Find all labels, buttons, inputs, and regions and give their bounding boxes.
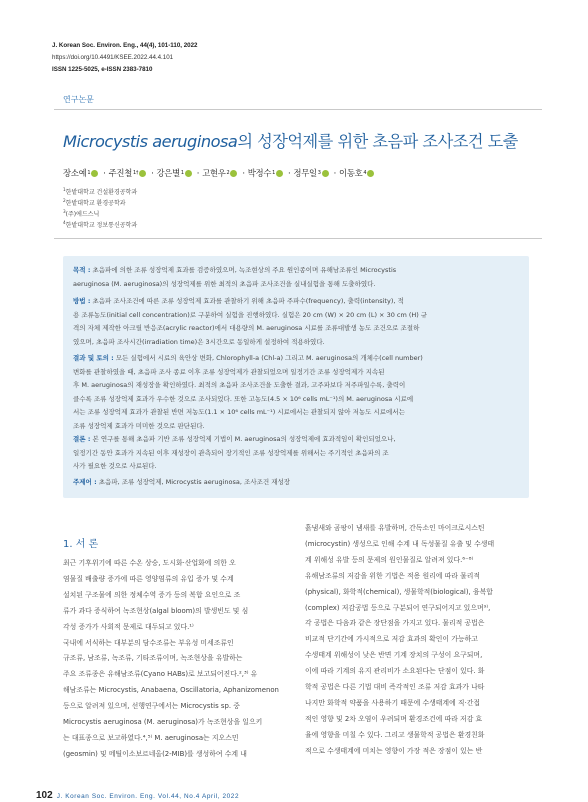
body-line: 흙냄새와 곰팡이 냄새를 유발하며, 간독소인 마이크로시스틴 xyxy=(305,524,485,532)
orcid-icon[interactable] xyxy=(230,170,237,177)
author-name: 고현우 xyxy=(202,168,226,178)
author-list xyxy=(63,167,376,179)
body-line: 율에 영향을 미칠 수 있다. 그리고 생물학적 공법은 환경친화 xyxy=(305,730,485,739)
author-separator: · xyxy=(196,168,200,178)
abstract-box xyxy=(63,256,529,498)
body-line: 수생태계 위해성이 낮은 반면 기계 장치의 구성이 요구되며, xyxy=(305,651,483,660)
orcid-icon[interactable] xyxy=(139,170,146,177)
body-line: 최근 기후위기에 따른 수온 상승, 도시화·산업화에 의한 오 xyxy=(63,559,236,567)
orcid-icon[interactable] xyxy=(276,170,283,177)
body-line: 나지만 화학적 약품을 사용하기 때문에 수생태계에 직·간접 xyxy=(305,698,481,707)
body-right-column xyxy=(305,521,530,760)
body-line: 는 대표종으로 보고하였다.⁴,⁵⁾ M. aeruginosa는 지오스민 xyxy=(63,733,239,742)
orcid-icon[interactable] xyxy=(91,170,98,177)
abstract-keywords: 주제어 : 초음파, 조류 성장억제, Microcystis aeruginosa, 조사조건 재성장 xyxy=(73,478,291,486)
divider xyxy=(54,238,542,239)
author-separator: · xyxy=(333,168,337,178)
body-line: (complex) 저감공법 등으로 구분되어 연구되어지고 있으며⁹⁾, xyxy=(305,603,491,612)
body-line: 유해남조류의 저감을 위한 기법은 적용 원리에 따라 물리적 xyxy=(305,571,481,580)
page-footer xyxy=(36,790,239,801)
author-affiliation-marker: 3 xyxy=(317,170,321,176)
author-affiliation-marker: 1 xyxy=(180,170,184,176)
body-line: 이에 따라 기계의 유지 관리비가 소요된다는 단점이 있다. 화 xyxy=(305,667,485,676)
body-left-column xyxy=(63,556,288,763)
abstract-method: 방법 : 초음파 조사조건에 따른 조류 성장억제 효과를 관찰하기 위해 초음파 주파수(frequency), 출력(intensity), 적 용 조류농도(initial cell concentration)로 구분하여 실험을 진행하였다. 실험은 20 cm (W) × 20 cm (L) × 30 cm (H) 규 격의 자체 제작한 아크릴 반응조(acrylic reactor)에서 대용량의 M. aeruginosa 시료를 조류대발생 농도 조건으로 조절하 였으며, 초음파 조사시간(irradiation time)은 3시간으로 동일하게 설정하여 적용하였다. xyxy=(73,297,428,346)
affiliation-1: $^1$한밭대학교 건설환경공학과 xyxy=(63,187,138,196)
body-line: 주요 조류종은 유해남조류(Cyano HABs)로 보고되어진다.²,³⁾ 유 xyxy=(63,670,258,679)
title-rest: 의 성장억제를 위한 초음파 조사조건 도출 xyxy=(237,132,518,151)
body-line: (microcystin) 생성으로 인해 수계 내 독성물질 유출 및 수생태 xyxy=(305,539,495,548)
abstract-objective: 목적 : 초음파에 의한 조류 성장억제 효과를 검증하였으며, 녹조현상의 주요 원인종이며 유해남조류인 Microcystis aeruginosa (M. aeruginosa)의 성장억제를 위한 최적의 초음파 조사조건을 실내실험을 통해 도출하였다. xyxy=(73,266,397,288)
body-line: 설치된 구조물에 의한 정체수역 증가 등의 복합 요인으로 조 xyxy=(63,590,241,599)
journal-citation: J. Korean Soc. Environ. Eng., 44(4), 101-110, 2022 xyxy=(52,42,198,49)
divider xyxy=(54,109,542,110)
author-affiliation-marker: 1 xyxy=(272,170,276,176)
author-separator: · xyxy=(288,168,291,178)
author-affiliation-marker: 1 xyxy=(87,170,91,176)
body-line: 적으로 수생태계에 미치는 영향이 가장 적은 장점이 있는 반 xyxy=(305,746,483,755)
title-species: Microcystis aeruginosa xyxy=(63,132,238,151)
issn: ISSN 1225-5025, e-ISSN 2383-7810 xyxy=(52,66,153,73)
affiliation-3: $^3$(주)에드스닉 xyxy=(63,209,100,218)
affiliation-4: $^4$한밭대학교 정보통신공학과 xyxy=(63,220,138,229)
orcid-icon[interactable] xyxy=(322,170,329,177)
author-name: 장소예 xyxy=(63,168,87,178)
body-line: 계 위해성 유발 등의 문제의 원인물질로 알려져 있다.⁶⁻⁸⁾ xyxy=(305,555,474,564)
page-number: 102 xyxy=(36,790,53,801)
body-line: 해남조류는 Microcystis, Anabaena, Oscillatoria, Aphanizomenon xyxy=(63,686,279,695)
author-name: 정무일 xyxy=(293,168,317,178)
body-line: 비교적 단기간에 가시적으로 저감 효과의 확인이 가능하고 xyxy=(305,635,478,644)
article-title xyxy=(63,128,518,152)
body-line: 국내에 서식하는 대부분의 담수조류는 부유성 미세조류인 xyxy=(63,638,234,647)
author-name: 박정수 xyxy=(247,168,272,178)
author-name: 강은별 xyxy=(156,168,180,178)
body-line: 각 공법은 다음과 같은 장단점을 가지고 있다. 물리적 공법은 xyxy=(305,619,485,628)
footer-journal: J. Korean Soc. Environ. Eng. Vol.44, No.4 April, 2022 xyxy=(56,793,240,800)
author-affiliation-marker: 2 xyxy=(226,170,230,176)
orcid-icon[interactable] xyxy=(185,170,192,177)
orcid-icon[interactable] xyxy=(367,170,374,177)
body-line: 류가 과다 증식하여 녹조현상(algal bloom)의 발생빈도 및 심 xyxy=(63,606,249,615)
section-heading: 1. 서 론 xyxy=(63,539,99,550)
abstract-conclusion: 결론 : 본 연구를 통해 초음파 기반 조류 성장억제 기법이 M. aeruginosa의 성장억제에 효과적임이 확인되었으나, 일정기간 동안 효과가 지속된 이후 재성장이 관측되어 장기적인 조류 성장억제를 위해서는 주기적인 초음파의 조 사가 필요한 것으로 사료된다. xyxy=(73,435,396,471)
author-affiliation-marker: 4 xyxy=(363,170,367,176)
author-name: 주진철 xyxy=(108,168,133,178)
author-separator: · xyxy=(151,168,154,178)
body-line: 각성 증가가 사회적 문제로 대두되고 있다.¹⁾ xyxy=(63,622,194,631)
body-line: (physical), 화학적(chemical), 생물학적(biological), 융복합 xyxy=(305,587,493,596)
body-line: 학적 공법은 다른 기법 대비 즉각적인 조류 저감 효과가 나타 xyxy=(305,683,485,692)
author-name: 이동호 xyxy=(339,168,363,178)
body-line: 등으로 알려져 있으며, 선행연구에서는 Microcystis sp. 중 xyxy=(63,702,240,711)
affiliation-2: $^2$한밭대학교 환경공학과 xyxy=(63,198,126,207)
article-type-label: 연구논문 xyxy=(63,95,94,104)
body-line: (geosmin) 및 메틸이소보르네올(2-MIB)를 생성하여 수계 내 xyxy=(63,749,247,758)
author-affiliation-marker: 1† xyxy=(133,170,139,176)
doi-link[interactable]: https://doi.org/10.4491/KSEE.2022.44.4.101 xyxy=(52,54,174,61)
body-line: 규조류, 남조류, 녹조류, 기타조류이며, 녹조현상을 유발하는 xyxy=(63,654,243,663)
body-line: Microcystis aeruginosa (M. aeruginosa)가 녹조현상을 일으키 xyxy=(63,718,263,727)
author-separator: · xyxy=(103,168,106,178)
body-line: 염물질 배출량 증가에 따른 영양염류의 유입 증가 및 수계 xyxy=(63,574,234,583)
abstract-results: 결과 및 토의 : 모든 실험에서 시료의 육안상 변화, Chlorophyll-a (Chl-a) 그리고 M. aeruginosa의 개체수(cell number) 변화를 관찰하였을 때, 초음파 조사 종료 이후 조류 성장억제가 관찰되었으며 일정기간 조류 성장억제가 지속된 후 M. aeruginosa의 재성장을 확인하였다. 최적의 초음파 조사조건을 도출한 결과, 고주파보다 저주파일수록, 출력이 클수록 조류 성장억제 효과가 우수한 것으로 조사되었다. 또한 고농도(4.5 × 10⁶ cells mL⁻¹)의 M. aeruginosa 시료에 서는 조류 성장억제 효과가 관찰된 반면 저농도(1.1 × 10⁶ cells mL⁻¹) 시료에서는 관찰되지 않아 저농도 시료에서는 조류 성장억제 효과가 미미한 것으로 판단된다. xyxy=(73,354,423,430)
author-separator: · xyxy=(242,168,245,178)
body-line: 적인 영향 및 2차 오염이 우려되며 환경조건에 따라 저감 효 xyxy=(305,714,483,723)
